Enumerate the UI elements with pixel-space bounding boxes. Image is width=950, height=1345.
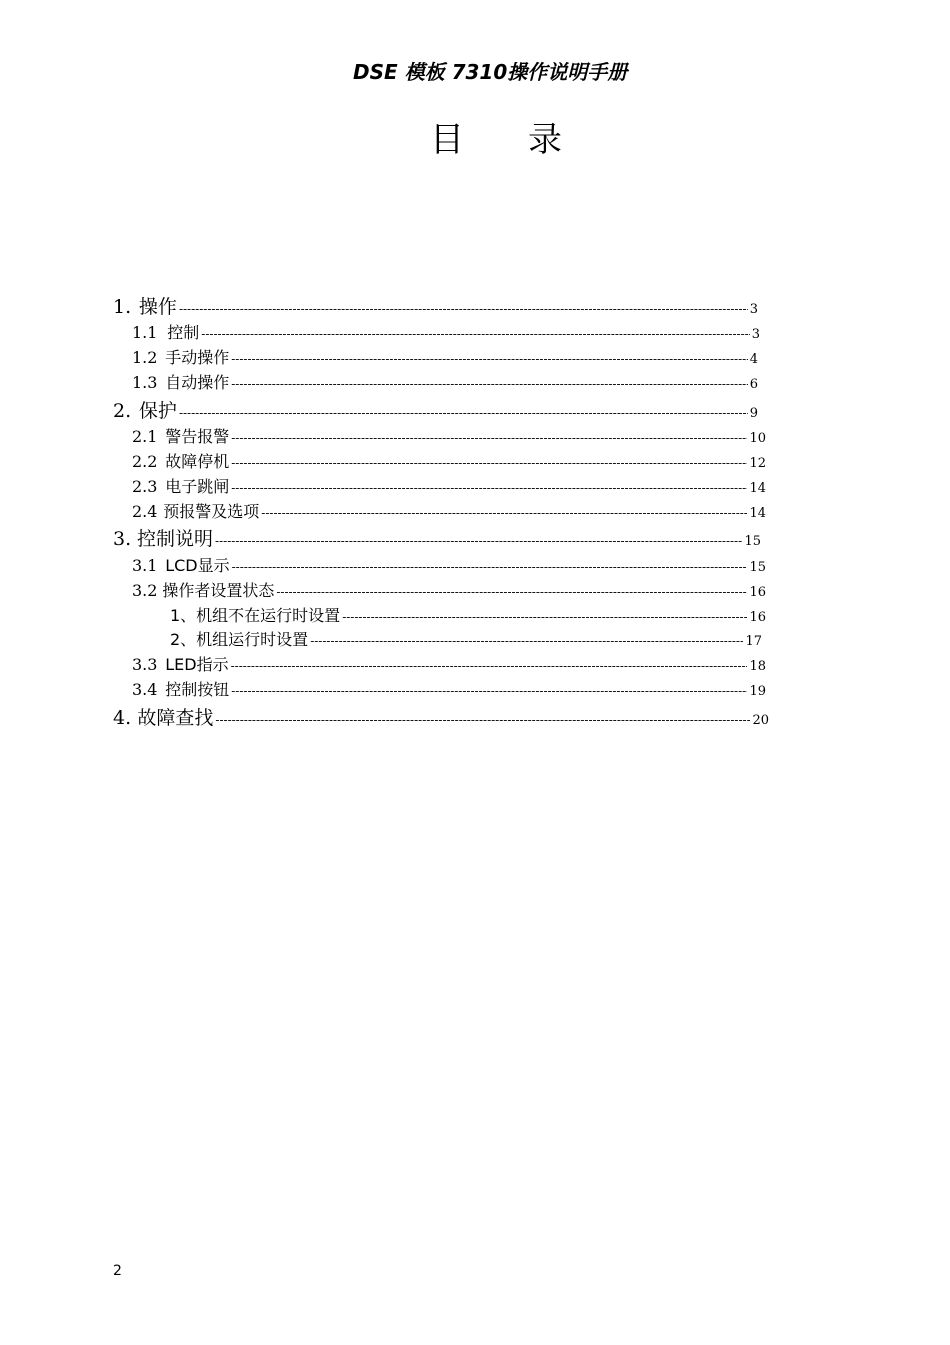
toc-entry-page: 14: [749, 506, 766, 521]
toc-entry-label: 操作者设置状态: [162, 581, 275, 600]
toc-title: 目录: [430, 120, 626, 160]
toc-entry-page: 16: [749, 585, 766, 600]
toc-entry-number: 1.2: [132, 348, 158, 367]
toc-entry-page: 3: [751, 327, 760, 342]
toc-entry-page: 15: [744, 534, 761, 549]
toc-entry-number: 1.3: [132, 373, 158, 392]
toc-entry[interactable]: [113, 524, 761, 551]
toc-leader: [232, 560, 748, 574]
toc-entry[interactable]: [132, 553, 766, 576]
toc-entry-label: 控制说明: [137, 528, 214, 550]
toc-entry-page: 17: [745, 634, 762, 649]
toc-leader: [231, 481, 747, 495]
toc-leader: [310, 634, 743, 648]
toc-entry-page: 16: [749, 610, 766, 625]
toc-leader: [215, 713, 750, 727]
toc-entry-label: 1、机组不在运行时设置: [170, 606, 341, 625]
toc-entry[interactable]: [113, 703, 769, 730]
toc-entry[interactable]: [113, 292, 758, 319]
toc-entry[interactable]: [132, 578, 766, 601]
toc-entry-page: 10: [749, 431, 766, 446]
toc-entry[interactable]: [132, 320, 760, 343]
toc-entry-number: 3.1: [132, 556, 158, 575]
page-number: 2: [113, 1263, 122, 1279]
toc-entry-label: 保护: [138, 400, 177, 422]
toc-leader: [231, 456, 747, 470]
toc-leader: [231, 659, 748, 673]
toc-leader: [231, 684, 747, 698]
toc-entry-number: 4.: [113, 707, 132, 729]
toc-entry[interactable]: [113, 396, 758, 423]
toc-entry[interactable]: [132, 424, 766, 447]
toc-leader: [276, 585, 747, 599]
toc-entry-label: LCD显示: [165, 556, 230, 575]
toc-entry[interactable]: [170, 627, 762, 650]
toc-entry-number: 2.: [113, 400, 132, 422]
toc-entry-page: 14: [749, 481, 766, 496]
toc-entry[interactable]: [132, 345, 758, 368]
toc-entry-number: 2.3: [132, 477, 158, 496]
document-header: DSE 模板 7310操作说明手册: [353, 60, 628, 84]
toc-entry[interactable]: [170, 603, 766, 626]
toc-entry[interactable]: [132, 370, 758, 393]
toc-entry-page: 20: [752, 713, 769, 728]
toc-entry-label: 控制按钮: [165, 680, 230, 699]
toc-entry-page: 18: [749, 659, 766, 674]
toc-entry-number: 2.4: [132, 502, 158, 521]
toc-entry-label: 电子跳闸: [165, 477, 230, 496]
toc-leader: [179, 302, 748, 316]
toc-entry[interactable]: [132, 677, 766, 700]
toc-entry-page: 12: [749, 456, 766, 471]
toc-entry[interactable]: [132, 652, 766, 675]
toc-entry-number: 2.2: [132, 452, 158, 471]
toc-leader: [215, 534, 742, 548]
toc-entry-label: LED指示: [165, 655, 229, 674]
toc-entry-number: 3.2: [132, 581, 158, 600]
toc-entry-page: 4: [749, 352, 758, 367]
toc-entry-label: 故障停机: [165, 452, 230, 471]
toc-leader: [261, 506, 747, 520]
toc-entry-page: 15: [749, 560, 766, 575]
toc-entry-label: 警告报警: [165, 427, 230, 446]
toc-leader: [231, 431, 747, 445]
toc-entry-label: 故障查找: [137, 707, 214, 729]
toc-leader: [231, 352, 747, 366]
toc-entry-number: 3.3: [132, 655, 158, 674]
toc-entry-label: 预报警及选项: [163, 502, 260, 521]
toc-entry-number: 2.1: [132, 427, 158, 446]
toc-entry-page: 9: [749, 406, 758, 421]
toc-leader: [201, 327, 749, 341]
toc-leader: [342, 610, 747, 624]
toc-entry-number: 1.1: [132, 323, 158, 342]
toc-entry[interactable]: [132, 449, 766, 472]
toc-entry-label: 2、机组运行时设置: [170, 630, 309, 649]
toc-entry-page: 6: [749, 377, 758, 392]
toc-entry-label: 控制: [167, 323, 200, 342]
toc-entry-label: 自动操作: [165, 373, 230, 392]
toc-entry-page: 3: [749, 302, 758, 317]
toc-entry-number: 1.: [113, 296, 132, 318]
toc-entry-label: 手动操作: [165, 348, 230, 367]
toc-leader: [231, 377, 747, 391]
toc-entry-label: 操作: [138, 296, 177, 318]
toc-entry-number: 3.4: [132, 680, 158, 699]
toc-leader: [179, 406, 748, 420]
toc-entry-number: 3.: [113, 528, 132, 550]
toc-entry-page: 19: [749, 684, 766, 699]
toc-entry[interactable]: [132, 499, 766, 522]
toc-entry[interactable]: [132, 474, 766, 497]
